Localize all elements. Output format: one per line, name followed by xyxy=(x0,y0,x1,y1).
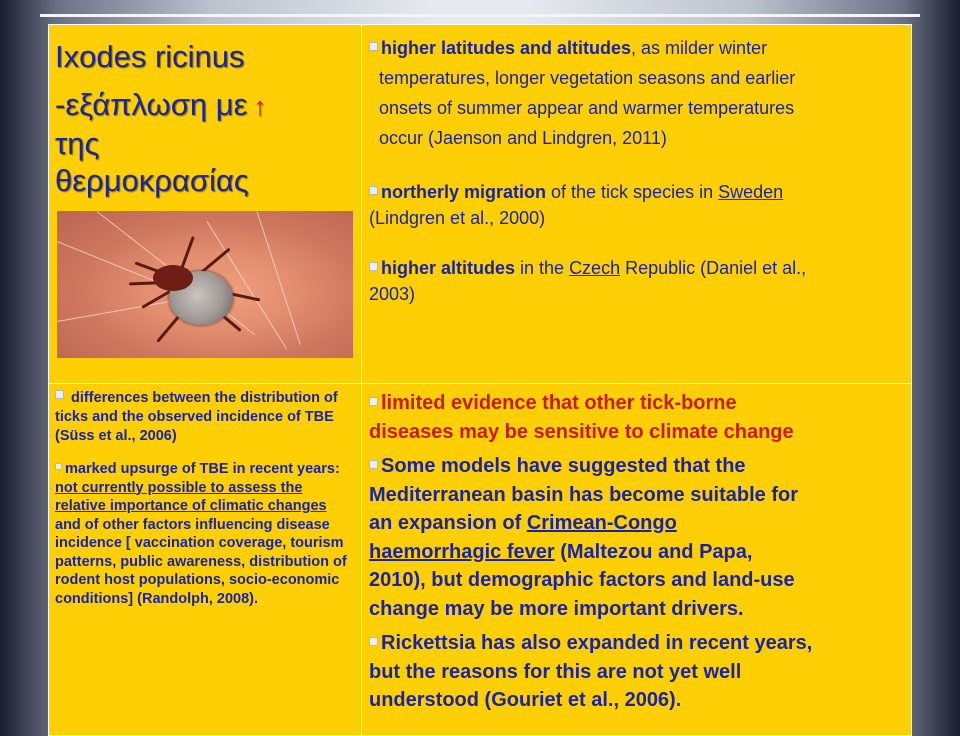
paragraph-migration xyxy=(369,177,909,207)
latitudes-line-3: onsets of summer appear and warmer temperatures xyxy=(379,98,795,118)
square-bullet-icon xyxy=(369,186,378,195)
tick-head xyxy=(153,265,193,291)
paragraph-altitudes xyxy=(369,253,909,283)
latitudes-line-4: occur (Jaenson and Lindgren, 2011) xyxy=(379,128,667,148)
latitudes-text: , as milder winter xyxy=(631,38,768,58)
latitudes-heading: higher latitudes and altitudes xyxy=(381,38,632,58)
rickettsia-line-1: Rickettsia has also expanded in recent years, xyxy=(381,632,813,654)
models-line-4 xyxy=(369,538,909,567)
square-bullet-icon xyxy=(369,637,378,646)
title-line-3: της xyxy=(55,126,100,161)
cell-other-diseases xyxy=(369,389,909,734)
paragraph-latitudes xyxy=(369,33,909,63)
table-row-divider xyxy=(49,383,911,384)
paragraph-rickettsia xyxy=(369,629,909,658)
cchf-link-part-1[interactable]: Crimean-Congo xyxy=(526,512,677,534)
rickettsia-line-2: but the reasons for this are not yet well xyxy=(369,660,742,683)
square-bullet-icon xyxy=(369,460,378,469)
models-line-4-text: (Maltezou and Papa, xyxy=(554,540,753,563)
title-line-1: Ixodes ricinus xyxy=(55,39,245,74)
altitudes-heading: higher altitudes xyxy=(381,258,516,278)
altitudes-text-2: Republic (Daniel et al., xyxy=(620,258,807,278)
czech-link[interactable]: Czech xyxy=(569,258,621,278)
latitudes-line-2: temperatures, longer vegetation seasons and earlier xyxy=(379,68,796,88)
title-line-2 xyxy=(55,86,355,125)
migration-heading: northerly migration xyxy=(381,182,547,202)
square-bullet-icon xyxy=(55,463,62,470)
altitudes-line-2: 2003) xyxy=(369,284,416,304)
title-line-2-text: -εξάπλωση με xyxy=(55,87,248,122)
models-line-5: 2010), but demographic factors and land-use xyxy=(369,569,795,591)
migration-line-2: (Lindgren et al., 2000) xyxy=(369,208,546,228)
sweden-link[interactable]: Sweden xyxy=(718,182,784,202)
paragraph-upsurge xyxy=(55,460,355,608)
migration-text: of the tick species in xyxy=(546,182,719,202)
altitudes-text: in the xyxy=(515,258,570,278)
models-line-3-text: an expansion of xyxy=(369,512,527,534)
models-line-1: Some models have suggested that the xyxy=(381,455,746,477)
limited-evidence-line-2: diseases may be sensitive to climate change xyxy=(369,420,794,443)
upsurge-text-2: and of other factors influencing disease incidence [ vaccination coverage, tourism patterns, public awareness, distribution of rodent host populations, socio-economic conditions] (Randolph, 2008). xyxy=(55,516,347,607)
models-line-3 xyxy=(369,509,909,538)
up-arrow-icon: ↑ xyxy=(253,91,267,121)
tick-photo xyxy=(57,211,353,358)
cell-tbe xyxy=(55,389,355,729)
square-bullet-icon xyxy=(369,397,378,406)
slide-top-edge xyxy=(40,14,920,17)
cchf-link-part-2[interactable]: haemorrhagic fever xyxy=(369,540,555,563)
paragraph-distribution xyxy=(55,389,355,446)
table-column-divider xyxy=(361,25,362,735)
rickettsia-line-3: understood (Gouriet et al., 2006). xyxy=(369,689,682,711)
title-line-4: θερμοκρασίας xyxy=(55,163,249,198)
upsurge-text: marked upsurge of TBE in recent years: xyxy=(65,461,340,477)
models-line-6: change may be more important drivers. xyxy=(369,597,744,620)
limited-evidence-line-1: limited evidence that other tick-borne xyxy=(381,392,737,414)
cell-latitudes xyxy=(369,33,909,378)
content-table xyxy=(48,24,912,736)
square-bullet-icon xyxy=(55,390,64,399)
paragraph-limited-evidence xyxy=(369,389,909,418)
paragraph-models xyxy=(369,452,909,481)
upsurge-underlined: not currently possible to assess the relative importance of climatic changes xyxy=(55,479,327,514)
square-bullet-icon xyxy=(369,42,378,51)
models-line-2: Mediterranean basin has become suitable for xyxy=(369,483,799,506)
distribution-text: differences between the distribution of ticks and the observed incidence of TBE (Süss et al., 2006) xyxy=(55,390,338,444)
square-bullet-icon xyxy=(369,262,378,271)
